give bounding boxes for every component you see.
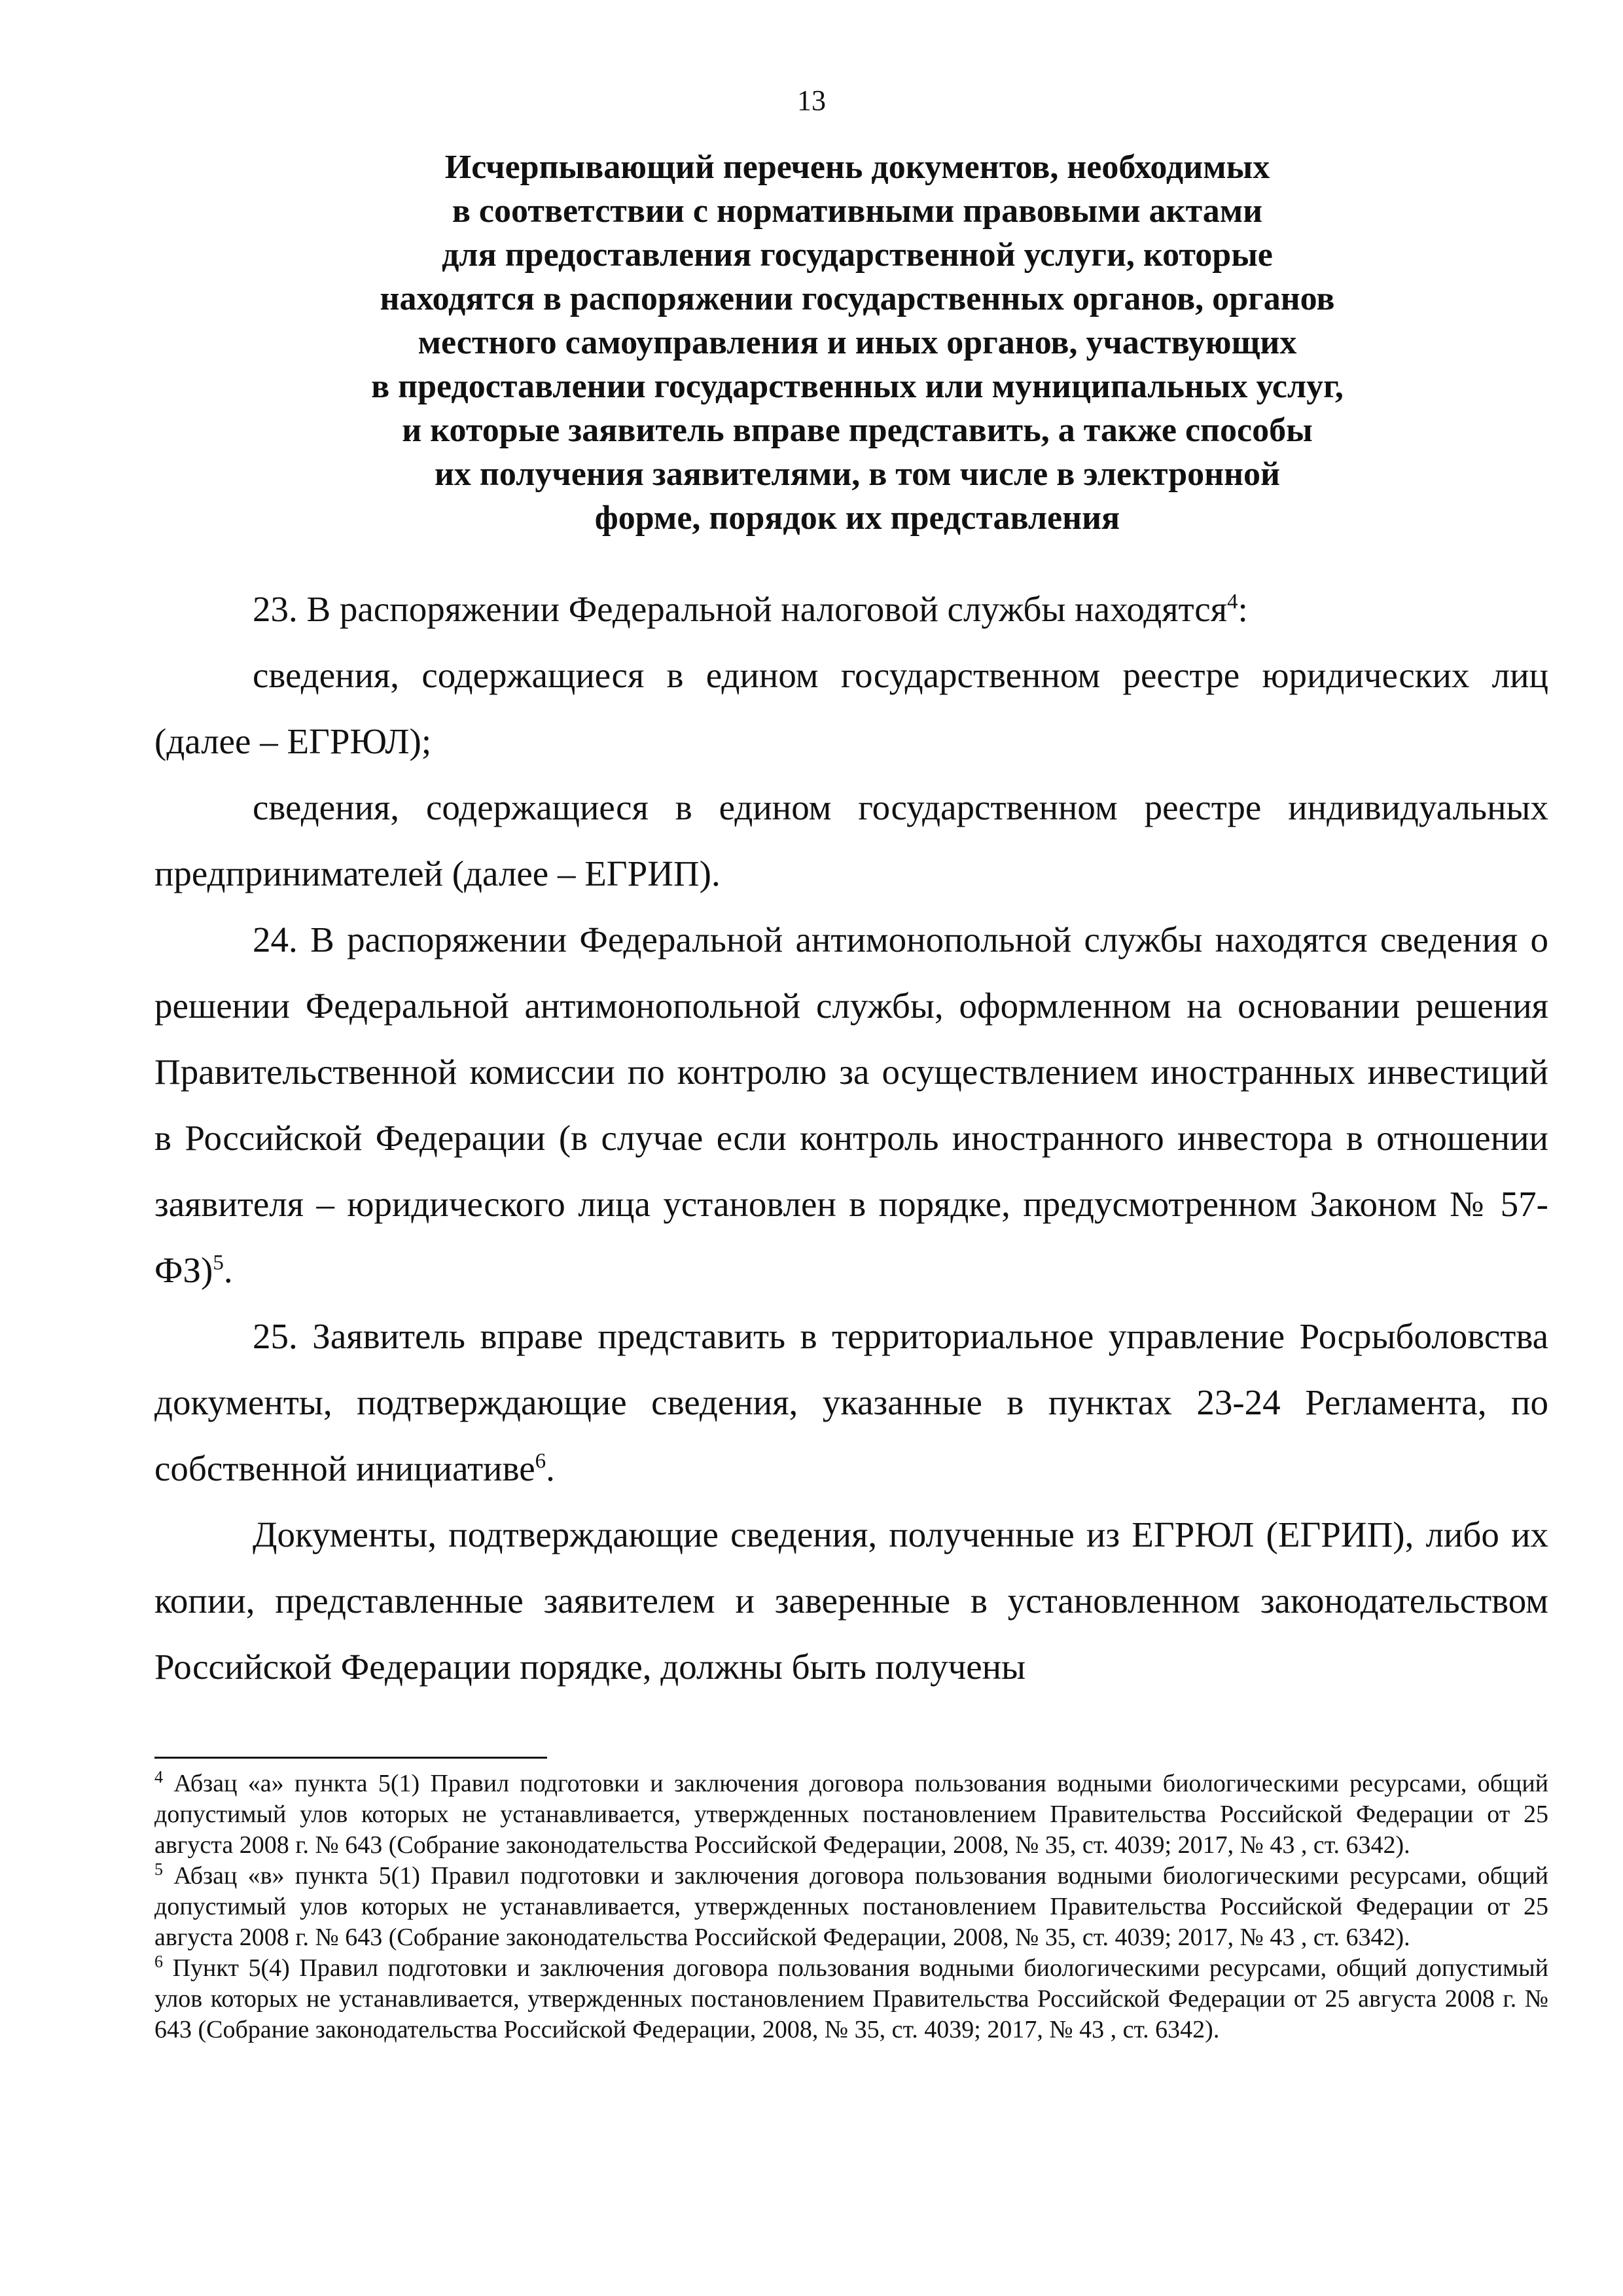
heading-line: в соответствии с нормативными правовыми актами: [452, 192, 1263, 230]
footnote-ref-5: 5: [213, 1251, 224, 1275]
document-body: [154, 576, 1548, 1700]
footnote-ref-4: 4: [1227, 590, 1238, 614]
heading-line: в предоставлении государственных или муниципальных услуг,: [371, 368, 1344, 405]
heading-line: Исчерпывающий перечень документов, необходимых: [444, 149, 1270, 186]
paragraph-23-egrip: сведения, содержащиеся в едином государственном реестре индивидуальных предпринимателей (далее – ЕГРИП).: [154, 787, 1548, 893]
footnote-5: $^5$ Абзац «в» пункта 5(1) Правил подготовки и заключения договора пользования водными биологическими ресурсами, общий допустимый улов которых не устанавливается, утвержденных постановлением Правительства Российской Федерации от 25 августа 2008 г. № 643 (Собрание законодательства Российской Федерации, 2008, № 35, ст. 4039; 2017, № 43 , ст. 6342).: [154, 1859, 1548, 1951]
heading-line: и которые заявитель вправе представить, а также способы: [402, 412, 1313, 449]
footnote-4: $^4$ Абзац «а» пункта 5(1) Правил подготовки и заключения договора пользования водными биологическими ресурсами, общий допустимый улов которых не устанавливается, утвержденных постановлением Правительства Российской Федерации от 25 августа 2008 г. № 643 (Собрание законодательства Российской Федерации, 2008, № 35, ст. 4039; 2017, № 43 , ст. 6342).: [154, 1767, 1548, 1859]
paragraph-25: 25. Заявитель вправе представить в территориальное управление Росрыболовства документы, подтверждающие сведения, указанные в пунктах 23-24 Регламента, по собственной инициативе$^6$.: [154, 1316, 1548, 1488]
heading-line: их получения заявителями, в том числе в электронной: [434, 456, 1281, 493]
section-heading: [216, 145, 1499, 540]
paragraph-23: 23. В распоряжении Федеральной налоговой службы находятся$^4$:: [253, 589, 1248, 629]
paragraph-24: 24. В распоряжении Федеральной антимонопольной службы находятся сведения о решении Федеральной антимонопольной службы, оформленном на основании решения Правительственной комиссии по контролю за осуществлением иностранных инвестиций в Российской Федерации (в случае если контроль иностранного инвестора в отношении заявителя – юридического лица установлен в порядке, предусмотренном Законом № 57-ФЗ)$^5$.: [154, 920, 1548, 1290]
paragraph-23-egrul: сведения, содержащиеся в едином государственном реестре юридических лиц (далее – ЕГРЮЛ);: [154, 655, 1548, 761]
heading-line: для предоставления государственной услуги, которые: [442, 236, 1273, 274]
heading-line: местного самоуправления и иных органов, участвующих: [418, 324, 1297, 361]
footnotes: [154, 1768, 1548, 2045]
heading-line: форме, порядок их представления: [594, 499, 1120, 537]
page-number: 13: [797, 84, 826, 117]
footnote-ref-6: 6: [535, 1449, 546, 1473]
heading-line: находятся в распоряжении государственных органов, органов: [380, 280, 1335, 317]
footnote-separator: [154, 1757, 547, 1759]
footnote-6: $^6$ Пункт 5(4) Правил подготовки и заключения договора пользования водными биологическими ресурсами, общий допустимый улов которых не устанавливается, утвержденных постановлением Правительства Российской Федерации от 25 августа 2008 г. № 643 (Собрание законодательства Российской Федерации, 2008, № 35, ст. 4039; 2017, № 43 , ст. 6342).: [154, 1952, 1548, 2043]
paragraph-documents: Документы, подтверждающие сведения, полученные из ЕГРЮЛ (ЕГРИП), либо их копии, представленные заявителем и заверенные в установленном законодательством Российской Федерации порядке, должны быть получены: [154, 1515, 1548, 1687]
